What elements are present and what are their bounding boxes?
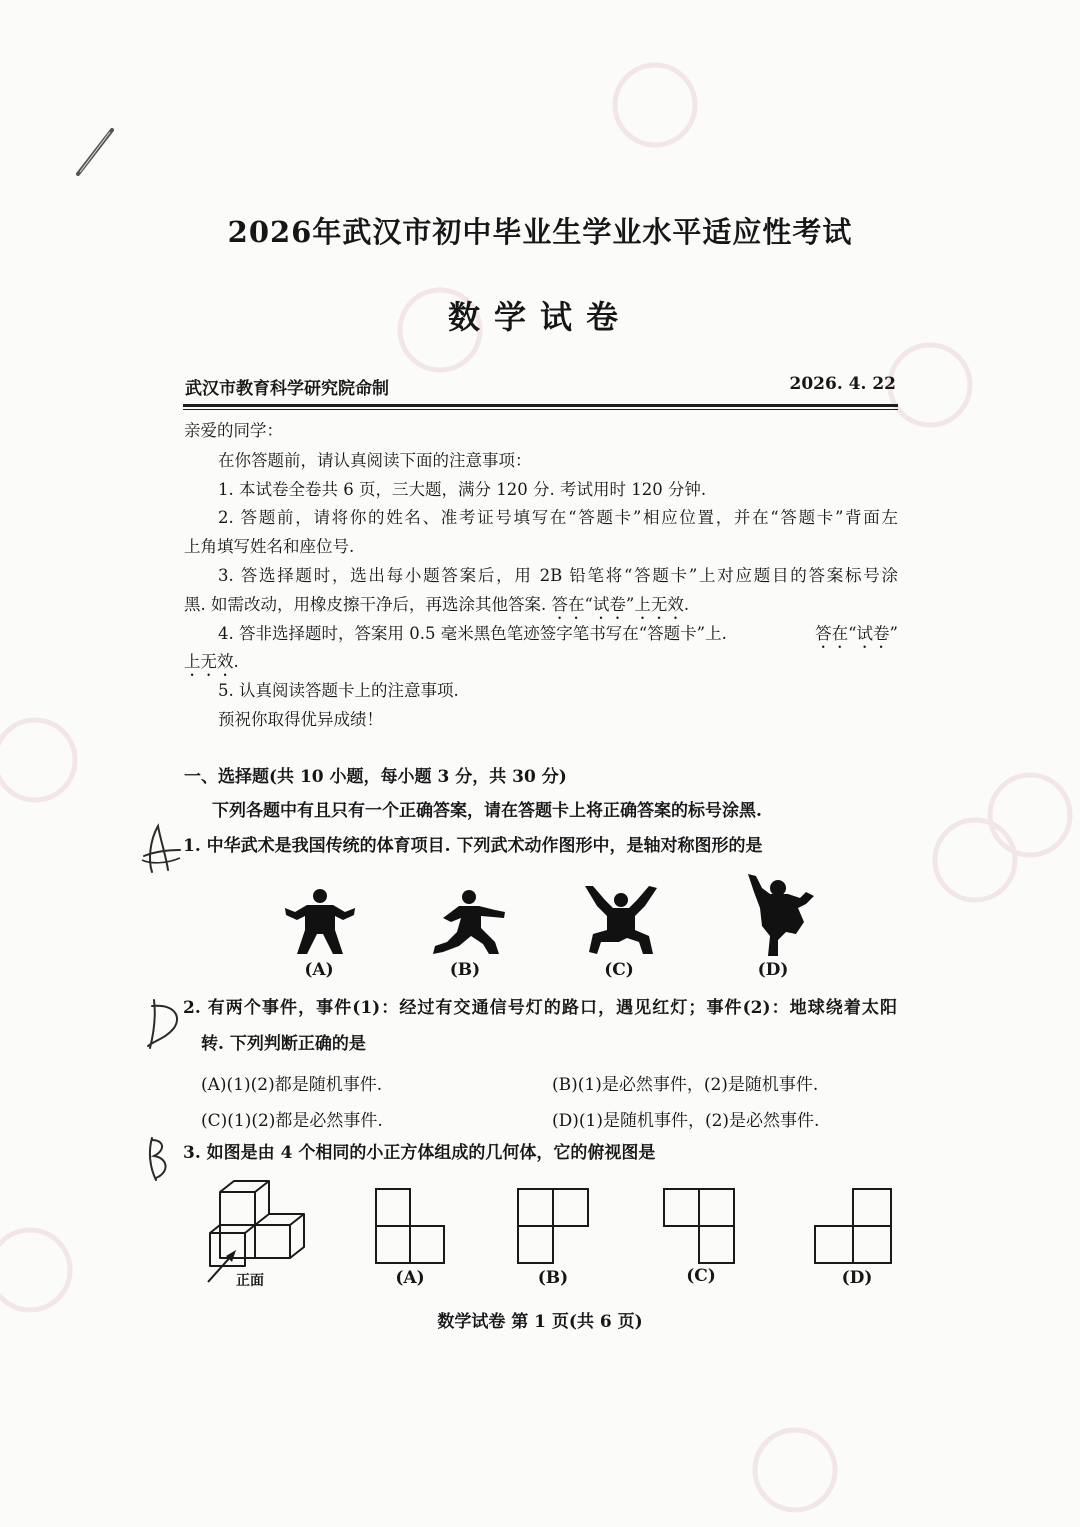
page-footer: 数学试卷 第 1 页(共 6 页) [437,1312,643,1332]
q1-option-d-label: (D) [757,960,789,980]
figure-b-martial-artist [433,888,505,956]
figure-c-martial-artist [585,886,657,956]
q3-option-d-label: (D) [841,1268,873,1288]
notice-item-3-line-2 [184,595,689,623]
notice-text: 黑. 如需改动，用橡皮擦干净后，再选涂其他答案. [184,595,552,614]
q3-option-c-grid [663,1188,735,1264]
handwritten-answer-q2 [146,996,186,1052]
notice-item-3-line-1: 3. 答选择题时，选出每小题答案后，用 2B 铅笔将“答题卡”上对应题目的答案标号涂 [218,566,898,585]
handwritten-answer-q1 [140,820,182,876]
pen-mark [70,122,120,182]
exam-issuer: 武汉市教育科学研究院命制 [185,379,389,399]
notice-intro: 在你答题前，请认真阅读下面的注意事项： [218,451,532,470]
question-3-text: 3. 如图是由 4 个相同的小正方体组成的几何体，它的俯视图是 [183,1143,656,1163]
q3-option-b-grid [517,1188,589,1264]
exam-title: 2026年武汉市初中毕业生学业水平适应性考试 [227,215,853,249]
watermark-seal [990,775,1070,855]
notice-wish: 预祝你取得优异成绩！ [218,710,383,729]
header-rule [183,404,898,407]
q2-option-b: (B)(1)是必然事件，(2)是随机事件. [552,1075,819,1095]
emphasis-text: 答在“试卷”上无效 [551,595,684,614]
q1-option-b-label: (B) [449,960,481,980]
notice-text: . [683,595,690,614]
notice-item-4-line-1 [218,624,898,652]
watermark-seal [615,65,695,145]
q3-option-a-grid [375,1188,445,1264]
figure-d-martial-artist [748,874,814,956]
q3-option-c-label: (C) [686,1266,716,1286]
q3-front-label: 正面 [236,1273,264,1289]
q3-option-d-grid [814,1188,892,1264]
emphasis-text: 答在“试卷” [815,624,898,643]
question-1-text: 1. 中华武术是我国传统的体育项目. 下列武术动作图形中，是轴对称图形的是 [183,836,763,856]
emphasis-text: 上无效 [184,652,234,671]
q2-option-a: (A)(1)(2)都是随机事件. [201,1075,383,1095]
q1-option-a-label: (A) [304,960,334,980]
notice-text: 4. 答非选择题时，答案用 0.5 毫米黑色笔迹签字笔书写在“答题卡”上. [218,624,727,643]
exam-date: 2026. 4. 22 [789,374,896,394]
watermark-seal [0,720,75,800]
header-rule-thin [183,409,898,410]
figure-a-martial-artist [285,888,355,956]
question-2-line-2: 转. 下列判断正确的是 [201,1034,366,1054]
section-instruction: 下列各题中有且只有一个正确答案，请在答题卡上将正确答案的标号涂黑. [212,801,762,821]
notice-greeting: 亲爱的同学： [184,421,283,440]
notice-text: . [233,652,239,671]
handwritten-answer-q3 [142,1134,178,1184]
q2-option-c: (C)(1)(2)都是必然事件. [201,1111,383,1131]
watermark-seal [890,345,970,425]
q2-option-d: (D)(1)是随机事件，(2)是必然事件. [552,1111,820,1131]
section-heading: 一、选择题(共 10 小题，每小题 3 分，共 30 分) [184,767,567,787]
watermark-seal [935,820,1015,900]
notice-item-4-line-2 [184,652,239,680]
q3-option-b-label: (B) [537,1268,569,1288]
exam-subject: 数学试卷 [447,298,632,336]
notice-item-2-line-1: 2. 答题前，请将你的姓名、准考证号填写在“答题卡”相应位置，并在“答题卡”背面左 [218,508,898,527]
notice-item-2-line-2: 上角填写姓名和座位号. [184,537,355,556]
question-2-line-1: 2. 有两个事件，事件(1)：经过有交通信号灯的路口，遇见红灯；事件(2)：地球绕着太阳 [183,998,897,1018]
notice-item-1: 1. 本试卷全卷共 6 页，三大题，满分 120 分. 考试用时 120 分钟. [218,480,707,499]
q3-option-a-label: (A) [395,1268,425,1288]
notice-item-5: 5. 认真阅读答题卡上的注意事项. [218,681,459,700]
watermark-seal [755,1430,835,1510]
watermark-seal [0,1230,70,1310]
q1-option-c-label: (C) [604,960,634,980]
